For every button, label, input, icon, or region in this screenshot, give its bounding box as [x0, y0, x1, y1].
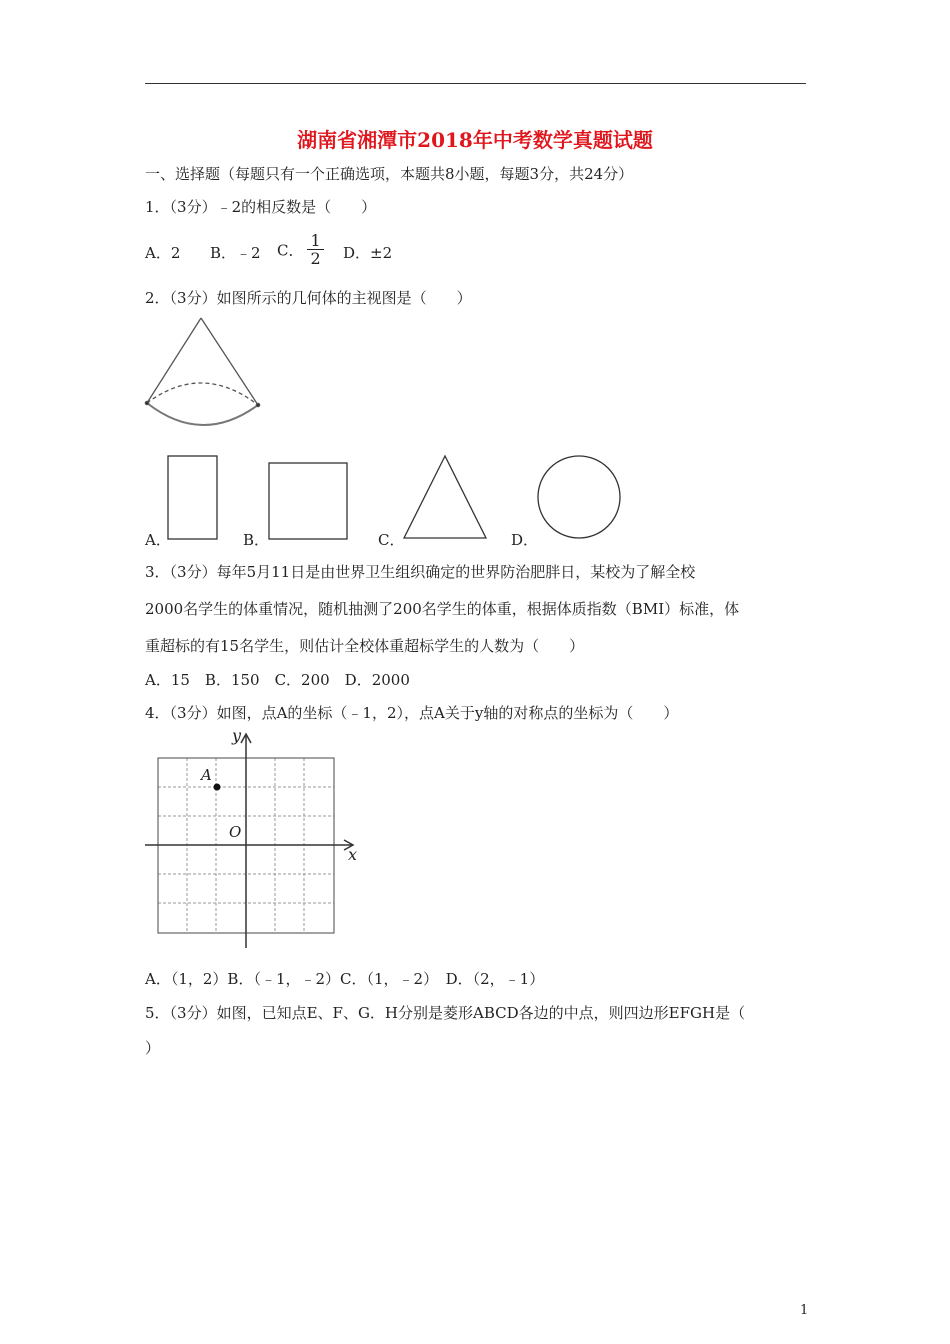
grid-label-y: y	[232, 726, 242, 745]
q5-line-2: ）	[145, 1039, 161, 1057]
option-c-triangle	[404, 456, 486, 538]
cone-figure	[145, 318, 260, 425]
fraction-numerator: 1	[307, 232, 323, 250]
q4-options: A．（1，2）B．（﹣1，﹣2）C．（1，﹣2） D．（2，﹣1）	[145, 970, 545, 988]
q1-option-d: D．±2	[343, 244, 393, 262]
section-heading: 一、选择题（每题只有一个正确选项，本题共8小题，每题3分，共24分）	[145, 165, 634, 183]
q3-options: A．15 B．150 C．200 D．2000	[145, 671, 410, 689]
q1-option-b: B．﹣2	[210, 244, 261, 262]
q4-stem: 4．（3分）如图，点A的坐标（﹣1，2），点A关于y轴的对称点的坐标为（ ）	[145, 704, 679, 722]
coordinate-grid	[145, 734, 353, 948]
q3-line-2: 2000名学生的体重情况，随机抽测了200名学生的体重，根据体质指数（BMI）标准，体	[145, 600, 740, 618]
cone-right-edge	[201, 318, 258, 405]
option-a-rectangle	[168, 456, 217, 539]
option-b-square	[269, 463, 347, 539]
q1-option-a: A．2	[145, 244, 181, 262]
q3-line-1: 3．（3分）每年5月11日是由世界卫生组织确定的世界防治肥胖日，某校为了解全校	[145, 563, 696, 581]
page-title: 湖南省湘潭市2018年中考数学真题试题	[297, 128, 653, 152]
point-a	[214, 784, 221, 791]
fraction-denominator: 2	[310, 249, 321, 268]
cone-base-right-point	[256, 403, 260, 407]
q3-line-3: 重超标的有15名学生，则估计全校体重超标学生的人数为（ ）	[145, 637, 585, 655]
q5-line-1: 5．（3分）如图，已知点E、F、G．H分别是菱形ABCD各边的中点，则四边形EFGH是（	[145, 1004, 746, 1022]
q1-option-c-label: C．	[277, 241, 304, 260]
cone-base-front	[147, 403, 258, 425]
cone-base-back-dashed	[147, 383, 258, 405]
option-d-circle	[538, 456, 620, 538]
q2-option-c-label: C．	[378, 531, 405, 549]
cone-left-edge	[147, 318, 201, 403]
cone-base-left-point	[145, 401, 149, 405]
q2-option-a-label: A．	[145, 531, 171, 549]
grid-label-a: A	[201, 766, 212, 784]
q1-stem: 1．（3分）﹣2的相反数是（ ）	[145, 198, 377, 216]
grid-label-origin: O	[229, 823, 242, 841]
q2-option-b-label: B．	[243, 531, 270, 549]
grid-label-x: x	[348, 845, 358, 864]
page-number: 1	[800, 1303, 809, 1318]
q2-option-d-label: D．	[511, 531, 539, 549]
q2-stem: 2．（3分）如图所示的几何体的主视图是（ ）	[145, 289, 472, 307]
